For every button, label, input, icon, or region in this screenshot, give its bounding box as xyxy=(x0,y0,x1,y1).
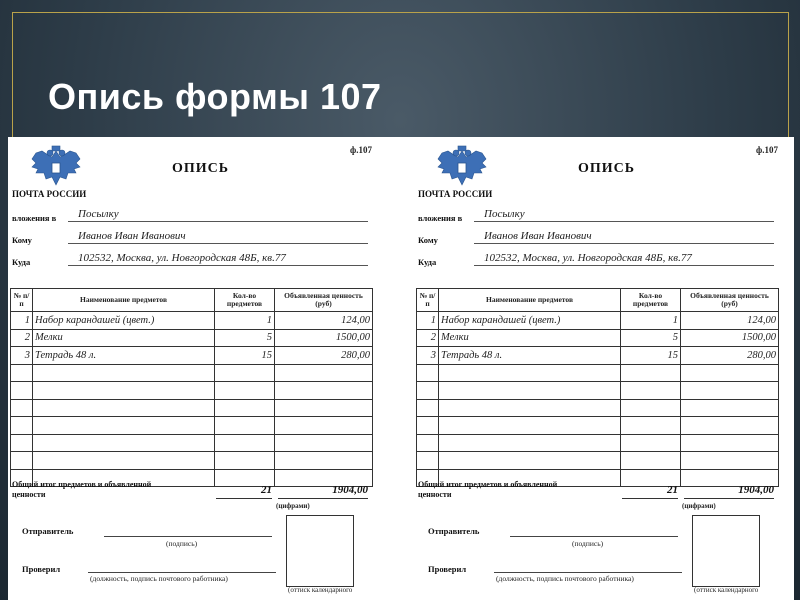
sender-signature-line xyxy=(510,524,678,537)
table-cell: Тетрадь 48 л. xyxy=(33,347,215,365)
table-cell: 280,00 xyxy=(681,347,779,365)
table-cell: 5 xyxy=(215,329,275,347)
field-value: Иванов Иван Иванович xyxy=(78,230,186,242)
table-cell: 1500,00 xyxy=(275,329,373,347)
table-cell: 2 xyxy=(11,329,33,347)
form-number: ф.107 xyxy=(350,145,372,155)
total-count: 21 xyxy=(216,484,272,499)
field-value: Посылку xyxy=(484,208,525,220)
table-row-empty xyxy=(11,399,373,417)
total-hint: (цифрами) xyxy=(682,502,716,510)
table-row xyxy=(11,347,373,365)
eagle-emblem-icon xyxy=(28,145,84,191)
sender-label: Отправитель xyxy=(22,526,74,536)
table-cell: 1 xyxy=(11,312,33,330)
form-number: ф.107 xyxy=(756,145,778,155)
table-row-empty xyxy=(417,434,779,452)
field-value: 102532, Москва, ул. Новгородская 48Б, кв.77 xyxy=(484,252,692,264)
table-row xyxy=(417,329,779,347)
table-header-row xyxy=(11,289,373,312)
total-count: 21 xyxy=(622,484,678,499)
sender-hint: (подпись) xyxy=(166,539,198,548)
table-cell: 1500,00 xyxy=(681,329,779,347)
stamp-box xyxy=(286,515,354,587)
table-cell: 124,00 xyxy=(681,312,779,330)
stamp-hint: (оттиск календарного xyxy=(694,586,759,594)
table-row xyxy=(11,312,373,330)
table-header: № п/п xyxy=(417,289,439,312)
table-row-empty xyxy=(11,452,373,470)
field-label: Кому xyxy=(418,235,438,245)
table-header: Кол-во предметов xyxy=(621,289,681,312)
table-cell: 3 xyxy=(11,347,33,365)
total-label: Общий итог предметов и объявленной ценности xyxy=(418,480,558,499)
table-cell: Тетрадь 48 л. xyxy=(439,347,621,365)
checked-hint: (должность, подпись почтового работника) xyxy=(90,574,228,583)
checked-signature-line xyxy=(494,560,682,573)
table-row-empty xyxy=(11,434,373,452)
table-row-empty xyxy=(11,417,373,435)
table-row xyxy=(417,312,779,330)
table-header: Наименование предметов xyxy=(33,289,215,312)
field-label: Куда xyxy=(418,257,437,267)
table-cell: 15 xyxy=(621,347,681,365)
organization-name: ПОЧТА РОССИИ xyxy=(12,189,87,199)
checked-label: Проверил xyxy=(22,564,61,574)
table-header: Наименование предметов xyxy=(439,289,621,312)
sender-signature-line xyxy=(104,524,272,537)
table-cell: 15 xyxy=(215,347,275,365)
form-page-right xyxy=(414,137,794,600)
field-label: Куда xyxy=(12,257,31,267)
table-row-empty xyxy=(11,364,373,382)
field-label: вложения в xyxy=(12,213,57,223)
checked-signature-line xyxy=(88,560,276,573)
table-cell: Мелки xyxy=(33,329,215,347)
field-label: Кому xyxy=(12,235,32,245)
table-cell: 124,00 xyxy=(275,312,373,330)
sender-hint: (подпись) xyxy=(572,539,604,548)
field-label: вложения в xyxy=(418,213,463,223)
table-cell: 5 xyxy=(621,329,681,347)
checked-hint: (должность, подпись почтового работника) xyxy=(496,574,634,583)
form-title: ОПИСЬ xyxy=(172,161,230,176)
table-row-empty xyxy=(417,452,779,470)
table-cell: 3 xyxy=(417,347,439,365)
table-header: Объявленная ценность (руб) xyxy=(681,289,779,312)
table-cell: 1 xyxy=(215,312,275,330)
inventory-table xyxy=(416,288,779,487)
table-row xyxy=(417,347,779,365)
table-cell: Набор карандашей (цвет.) xyxy=(33,312,215,330)
field-value: 102532, Москва, ул. Новгородская 48Б, кв.77 xyxy=(78,252,286,264)
form-title: ОПИСЬ xyxy=(578,161,636,176)
form-page-left xyxy=(8,137,388,600)
table-header: Кол-во предметов xyxy=(215,289,275,312)
stamp-box xyxy=(692,515,760,587)
organization-name: ПОЧТА РОССИИ xyxy=(418,189,493,199)
table-row-empty xyxy=(417,364,779,382)
table-cell: 1 xyxy=(417,312,439,330)
table-row xyxy=(11,329,373,347)
total-label: Общий итог предметов и объявленной ценности xyxy=(12,480,152,499)
table-row-empty xyxy=(11,382,373,400)
table-cell: 2 xyxy=(417,329,439,347)
field-value: Посылку xyxy=(78,208,119,220)
total-value: 1904,00 xyxy=(278,484,368,499)
field-value: Иванов Иван Иванович xyxy=(484,230,592,242)
table-cell: 1 xyxy=(621,312,681,330)
table-cell: Набор карандашей (цвет.) xyxy=(439,312,621,330)
table-header-row xyxy=(417,289,779,312)
total-value: 1904,00 xyxy=(684,484,774,499)
table-row-empty xyxy=(417,399,779,417)
table-row-empty xyxy=(417,382,779,400)
total-hint: (цифрами) xyxy=(276,502,310,510)
sender-label: Отправитель xyxy=(428,526,480,536)
checked-label: Проверил xyxy=(428,564,467,574)
table-header: № п/п xyxy=(11,289,33,312)
inventory-table xyxy=(10,288,373,487)
table-cell: 280,00 xyxy=(275,347,373,365)
page-gap xyxy=(388,137,414,600)
table-header: Объявленная ценность (руб) xyxy=(275,289,373,312)
slide-title: Опись формы 107 xyxy=(48,76,382,117)
stamp-hint: (оттиск календарного xyxy=(288,586,353,594)
table-cell: Мелки xyxy=(439,329,621,347)
eagle-emblem-icon xyxy=(434,145,490,191)
table-row-empty xyxy=(417,417,779,435)
